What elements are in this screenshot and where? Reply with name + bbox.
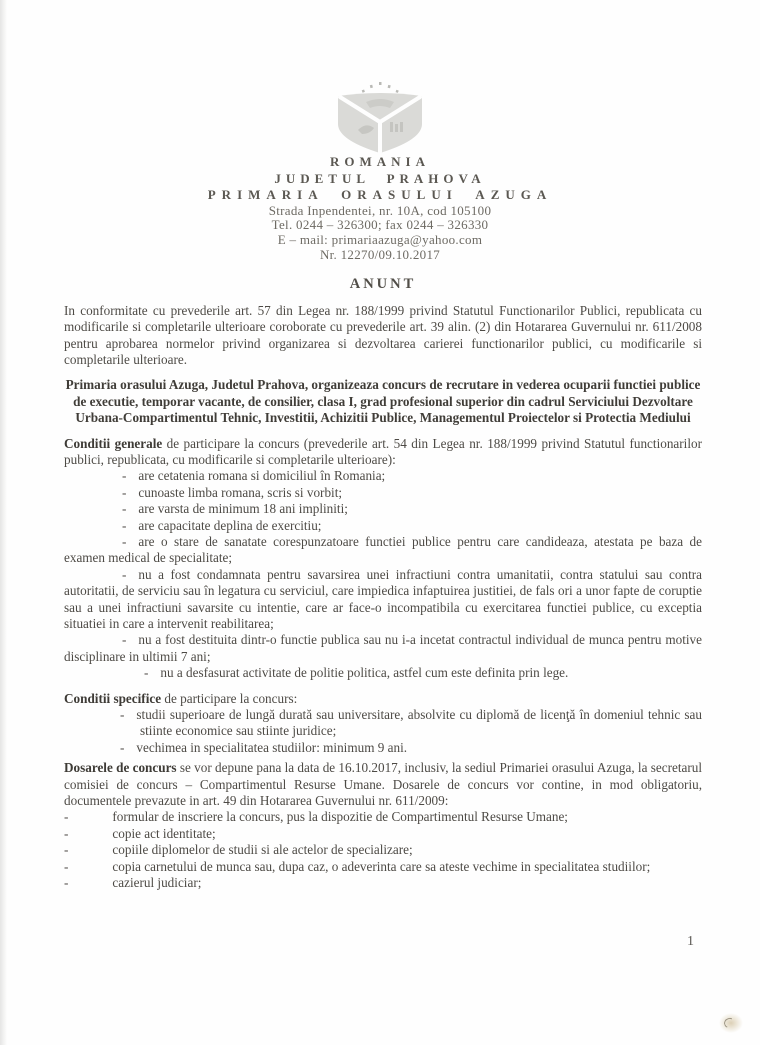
header-country: ROMANIA (330, 154, 430, 169)
list-marker: - (122, 632, 127, 648)
specific-conditions-intro-text: de participare la concurs: (161, 690, 298, 706)
document-title: ANUNT (349, 275, 417, 292)
list-item-text: copiile diplomelor de studii si ale actelor de specializare; (112, 842, 413, 858)
list-marker: - (122, 484, 127, 500)
list-item (64, 859, 702, 875)
list-item (64, 518, 702, 534)
list-marker: - (64, 858, 69, 874)
list-item-text: nu a fost destituita dintr-o functie publica sau nu i-a incetat contractul individual de munca pentru motive disciplinare in ultimii 7 ani; (64, 632, 702, 664)
dossier-intro (64, 760, 702, 809)
header-address: Strada Inpendentei, nr. 10A, cod 105100 (268, 202, 492, 218)
list-item (64, 740, 702, 756)
header-email: E – mail: primariaazuga@yahoo.com (277, 232, 483, 248)
general-conditions-heading: Conditii generale (64, 435, 163, 451)
list-marker: - (122, 533, 127, 549)
list-item-text: are cetatenia romana si domiciliul în Romania; (138, 468, 386, 484)
list-marker: - (64, 842, 69, 858)
list-item-text: copie act identitate; (112, 825, 216, 841)
dossier-heading: Dosarele de concurs (64, 760, 177, 776)
list-marker: - (120, 739, 125, 755)
header-registration-number: Nr. 12270/09.10.2017 (319, 246, 441, 262)
general-conditions-intro (64, 436, 702, 469)
list-item (64, 809, 702, 825)
announcement-paragraph: Primaria orasului Azuga, Judetul Prahova, organizeaza concurs de recrutare in vederea ocuparii functiei publice de executie, temporar vacante, de consilier, clasa I, grad profesional superior din cadrul Serviciului Dezvoltare Urbana-Compartimentul Tehnic, Investitii, Achizitii Publice, Managementul Proiectelor si Protectia Mediului (65, 377, 701, 426)
list-item-text: studii superioare de lungă durată sau universitare, absolvite cu diplomă de licenţă în domeniul tehnic sau stiinte economice sau stiinte juridice; (136, 707, 702, 739)
list-item (64, 501, 702, 517)
list-item (64, 842, 702, 858)
list-item-text: formular de inscriere la concurs, pus la dispozitie de Compartimentul Resurse Umane; (112, 809, 568, 825)
letterhead (0, 154, 760, 263)
specific-conditions-heading: Conditii specifice (64, 690, 162, 706)
list-item (64, 534, 702, 567)
list-item-text: are o stare de sanatate corespunzatoare functiei publice pentru care candideaza, atestata pe baza de examen medical de specialitate; (64, 533, 702, 566)
list-item-text: copia carnetului de munca sau, dupa caz, o adeverinta care sa ateste vechime in specialitatea studiilor; (112, 858, 651, 874)
list-item-text: cazierul judiciar; (112, 875, 202, 891)
list-marker: - (122, 468, 127, 484)
document-body (64, 303, 702, 892)
scan-smudge-mark (719, 1013, 743, 1033)
list-marker: - (122, 566, 127, 582)
list-marker: - (144, 665, 149, 681)
list-item-text: are capacitate deplina de exercitiu; (138, 517, 322, 533)
page-number: 1 (687, 934, 694, 949)
list-item (64, 665, 702, 681)
dossier-section (64, 760, 702, 891)
list-item (64, 875, 702, 891)
list-marker: - (122, 501, 127, 517)
header-phone: Tel. 0244 – 326300; fax 0244 – 326330 (271, 217, 489, 233)
list-item (64, 567, 702, 633)
header-county: JUDETUL PRAHOVA (274, 170, 486, 186)
list-item-text: are varsta de minimum 18 ani impliniti; (138, 501, 348, 517)
list-marker: - (64, 809, 69, 825)
general-conditions-intro-text: de participare la concurs (prevederile art. 54 din Legea nr. 188/1999 privind Statutul functionarilor publici, republicata, cu modificarile si completarile ulterioare): (64, 435, 702, 467)
list-marker: - (122, 517, 127, 533)
header-institution: PRIMARIA ORASULUI AZUGA (207, 187, 553, 202)
list-item (64, 632, 702, 665)
list-marker: - (64, 825, 69, 841)
list-item (64, 826, 702, 842)
dossier-intro-text: se vor depune pana la data de 16.10.2017, inclusiv, la sediul Primariei orasului Azuga, la secretarul comisiei de concurs – Compartimentul Resurse Umane. Dosarele de concurs vor contine, in mod obligatoriu, documentele prevazute in art. 49 din Hotararea Guvernului nr. 611/2009: (64, 760, 702, 809)
intro-paragraph: In conformitate cu prevederile art. 57 din Legea nr. 188/1999 privind Statutul Functionarilor Publici, republicata cu modificarile si completarile ulterioare coroborate cu prevederile art. 39 alin. (2) din Hotararea Guvernului nr. 611/2008 pentru aprobarea normelor privind organizarea si dezvoltarea carierei functionarilor publici, cu modificarile si completarile ulterioare. (64, 302, 702, 367)
list-item (64, 468, 702, 484)
list-item-text: vechimea in specialitatea studiilor: minimum 9 ani. (136, 739, 408, 755)
list-item-text: cunoaste limba romana, scris si vorbit; (138, 484, 343, 500)
list-marker: - (64, 875, 69, 891)
coat-of-arms-logo (328, 82, 432, 154)
list-item-text: nu a desfasurat activitate de politie politica, astfel cum este definita prin lege. (160, 665, 569, 681)
logo-container (0, 0, 760, 154)
list-item (64, 707, 702, 740)
specific-conditions-intro (64, 691, 702, 707)
list-item-text: nu a fost condamnata pentru savarsirea unei infractiuni contra umanitatii, contra statului sau contra autoritatii, de serviciu sau în legatura cu serviciul, care impiedica infaptuirea justitiei, de fals ori a unor fapte de coruptie sau a unei infractiuni savarsite cu intentie, care ar face-o incompatibila cu exercitarea functiei publice, cu exceptia situatiei in care a intervenit reabilitarea; (64, 566, 702, 631)
list-marker: - (120, 707, 125, 723)
list-item (64, 485, 702, 501)
